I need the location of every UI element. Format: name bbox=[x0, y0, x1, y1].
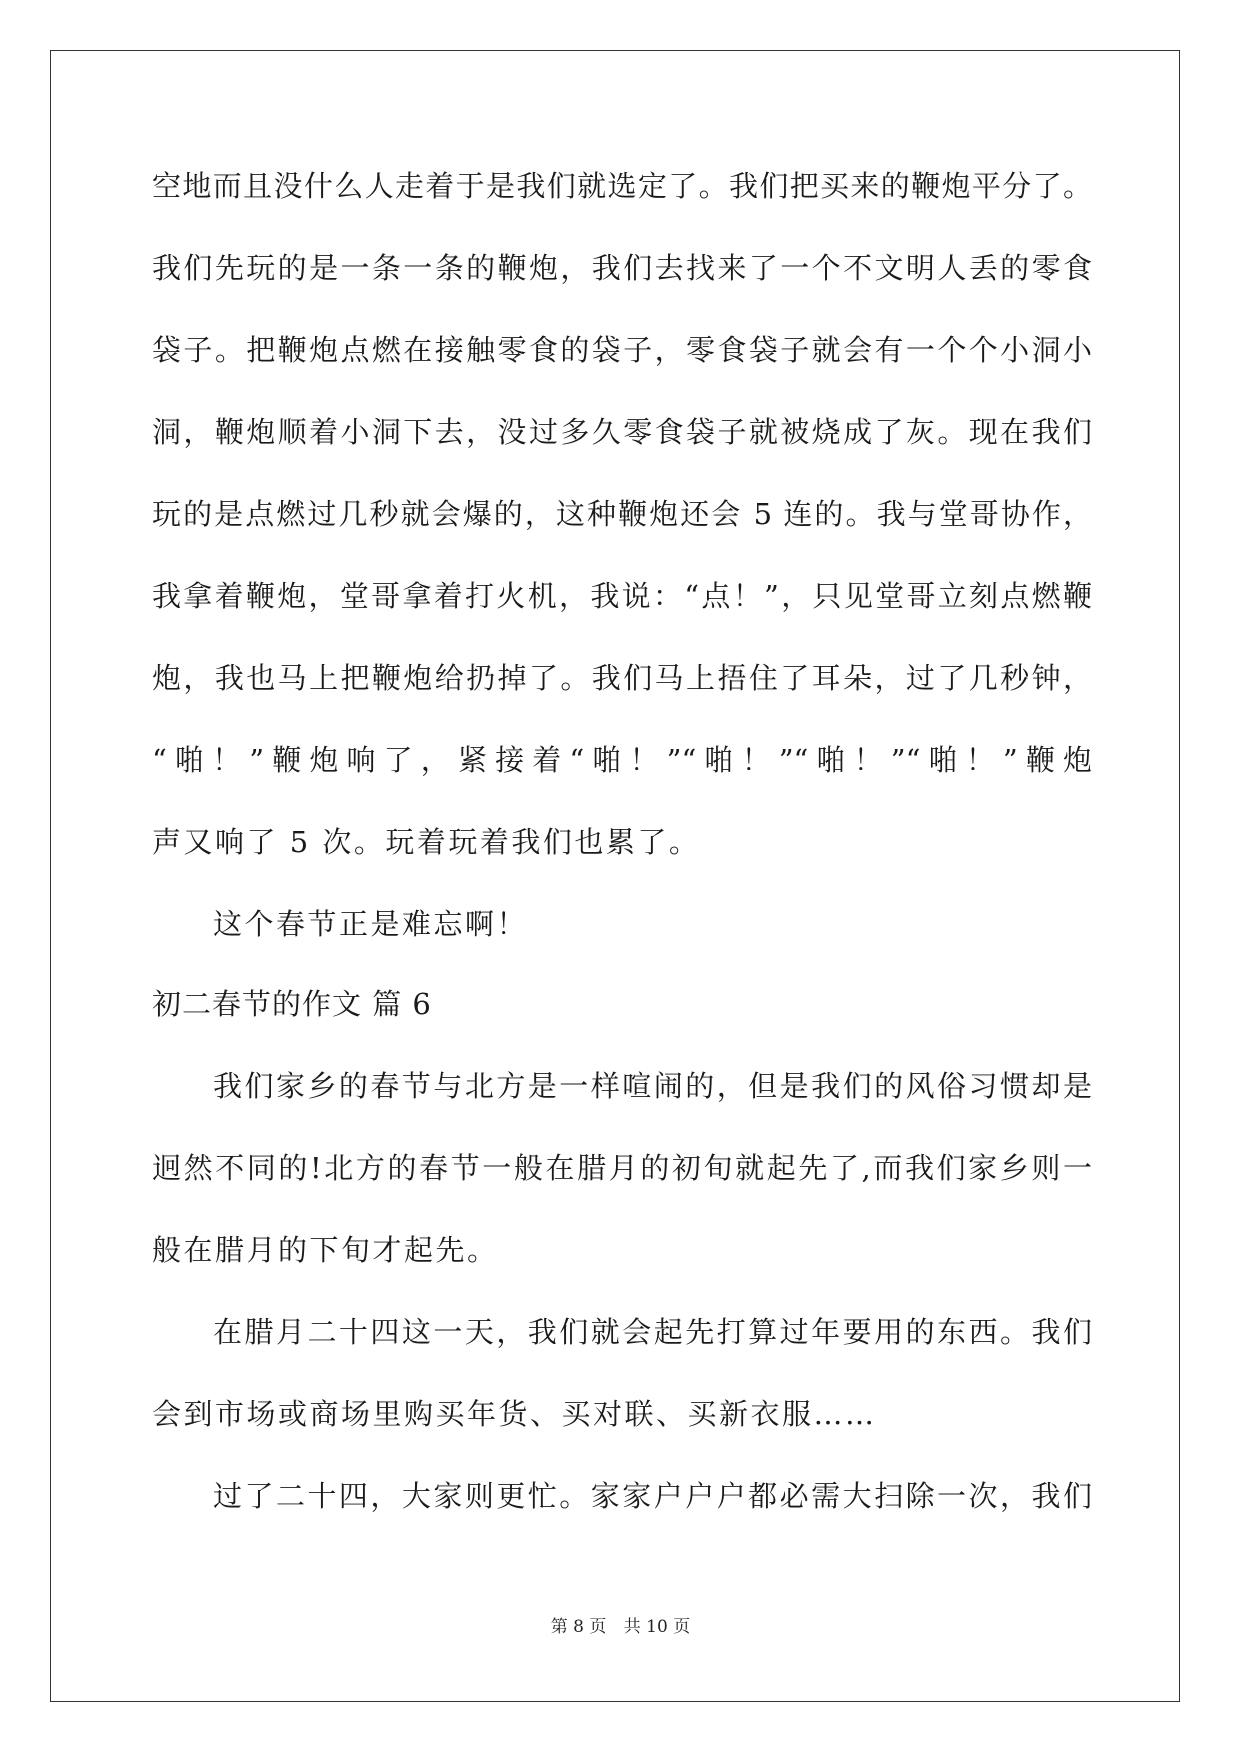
text-line-7: 炮，我也马上把鞭炮给扔掉了。我们马上捂住了耳朵，过了几秒钟， bbox=[152, 661, 1092, 695]
text-line-1: 空地而且没什么人走着于是我们就选定了。我们把买来的鞭炮平分了。 bbox=[152, 169, 1092, 203]
text-line-6: 我拿着鞭炮，堂哥拿着打火机，我说：“点！”，只见堂哥立刻点燃鞭 bbox=[152, 579, 1092, 613]
text-line-10: 我们家乡的春节与北方是一样喧闹的，但是我们的风俗习惯却是 bbox=[213, 1069, 1092, 1103]
text-line-13: 在腊月二十四这一天，我们就会起先打算过年要用的东西。我们 bbox=[213, 1315, 1092, 1349]
section-heading: 初二春节的作文 篇 6 bbox=[152, 987, 432, 1021]
text-line-11: 迥然不同的!北方的春节一般在腊月的初旬就起先了,而我们家乡则一 bbox=[152, 1151, 1092, 1185]
text-line-12: 般在腊月的下旬才起先。 bbox=[152, 1233, 499, 1267]
page-footer bbox=[0, 1616, 1241, 1638]
page-number-total: 共 10 页 bbox=[623, 1617, 691, 1637]
text-line-3: 袋子。把鞭炮点燃在接触零食的袋子，零食袋子就会有一个个小洞小 bbox=[152, 333, 1092, 367]
closing-sentence: 这个春节正是难忘啊！ bbox=[213, 907, 529, 941]
text-line-8: “啪！”鞭炮响了，紧接着“啪！”“啪！”“啪！”“啪！”鞭炮 bbox=[152, 743, 1092, 777]
page-number-current: 第 8 页 bbox=[550, 1617, 607, 1637]
text-line-5: 玩的是点燃过几秒就会爆的，这种鞭炮还会 5 连的。我与堂哥协作， bbox=[152, 497, 1092, 531]
text-line-9: 声又响了 5 次。玩着玩着我们也累了。 bbox=[152, 825, 701, 859]
text-line-14: 会到市场或商场里购买年货、买对联、买新衣服…… bbox=[152, 1397, 877, 1431]
text-line-15: 过了二十四，大家则更忙。家家户户户都必需大扫除一次，我们 bbox=[213, 1479, 1092, 1513]
page-border bbox=[50, 50, 1180, 1702]
text-line-4: 洞，鞭炮顺着小洞下去，没过多久零食袋子就被烧成了灰。现在我们 bbox=[152, 415, 1092, 449]
text-line-2: 我们先玩的是一条一条的鞭炮，我们去找来了一个不文明人丢的零食 bbox=[152, 251, 1092, 285]
